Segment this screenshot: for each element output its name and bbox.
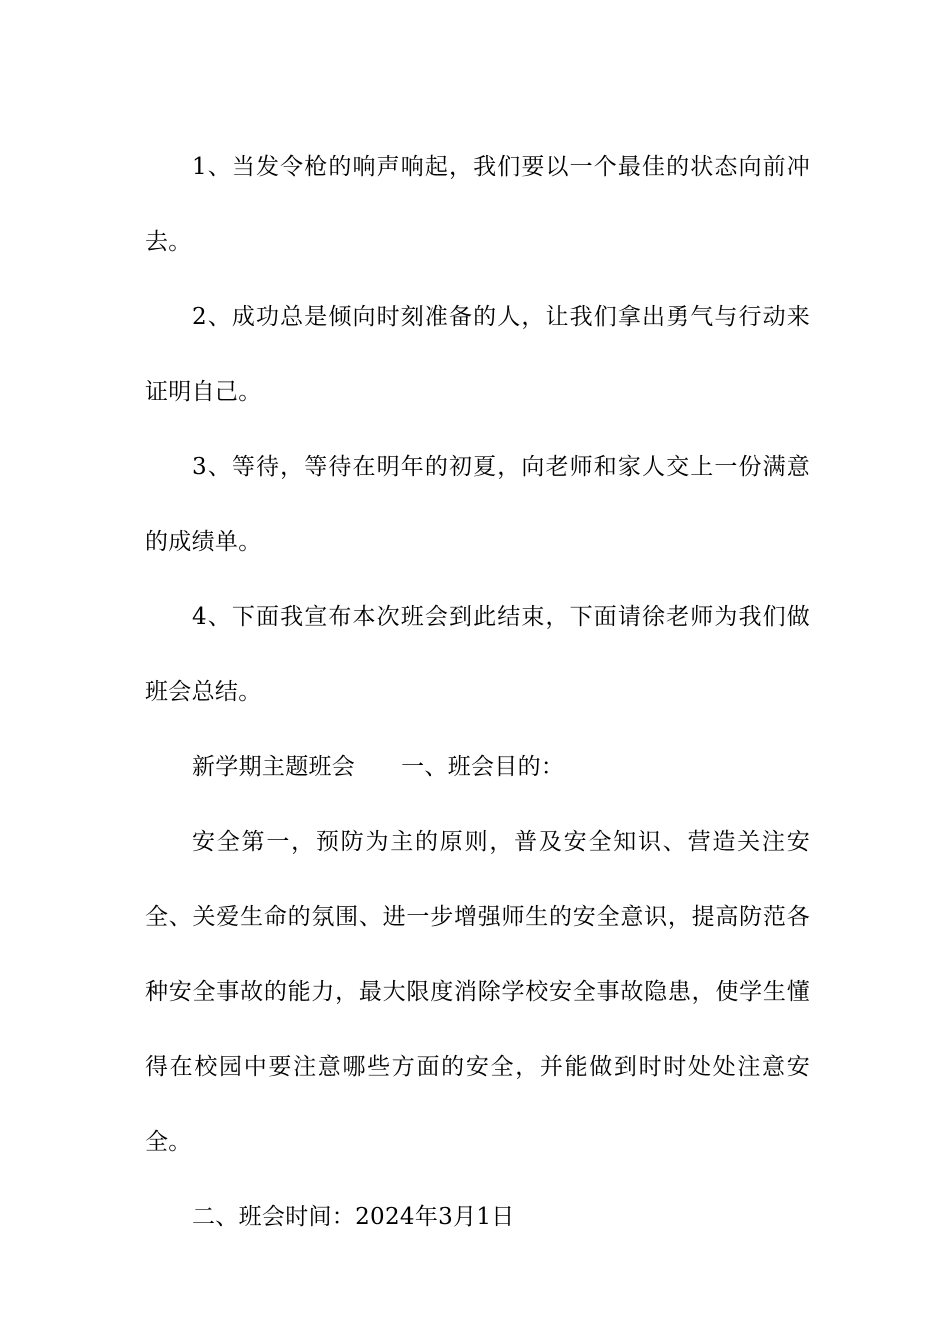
paragraph-3: 3、等待，等待在明年的初夏，向老师和家人交上一份满意的成绩单。	[145, 454, 810, 555]
purpose-paragraph: 安全第一，预防为主的原则，普及安全知识、营造关注安全、关爱生命的氛围、进一步增强师生的安全意识，提高防范各种安全事故的能力，最大限度消除学校安全事故隐患，使学生懂得在校园中要注意哪些方面的安全，并能做到时时处处注意安全。	[145, 829, 810, 1155]
paragraph-4: 4、下面我宣布本次班会到此结束，下面请徐老师为我们做班会总结。	[145, 604, 810, 705]
section-heading-purpose: 一、班会目的：	[401, 754, 565, 780]
heading-line	[145, 730, 810, 805]
document-body	[145, 130, 810, 1255]
time-line: 二、班会时间：2024年3月1日	[192, 1204, 515, 1230]
paragraph-1: 1、当发令枪的响声响起，我们要以一个最佳的状态向前冲去。	[145, 154, 810, 255]
document-title: 新学期主题班会	[192, 754, 356, 780]
paragraph-2: 2、成功总是倾向时刻准备的人，让我们拿出勇气与行动来证明自己。	[145, 304, 810, 405]
